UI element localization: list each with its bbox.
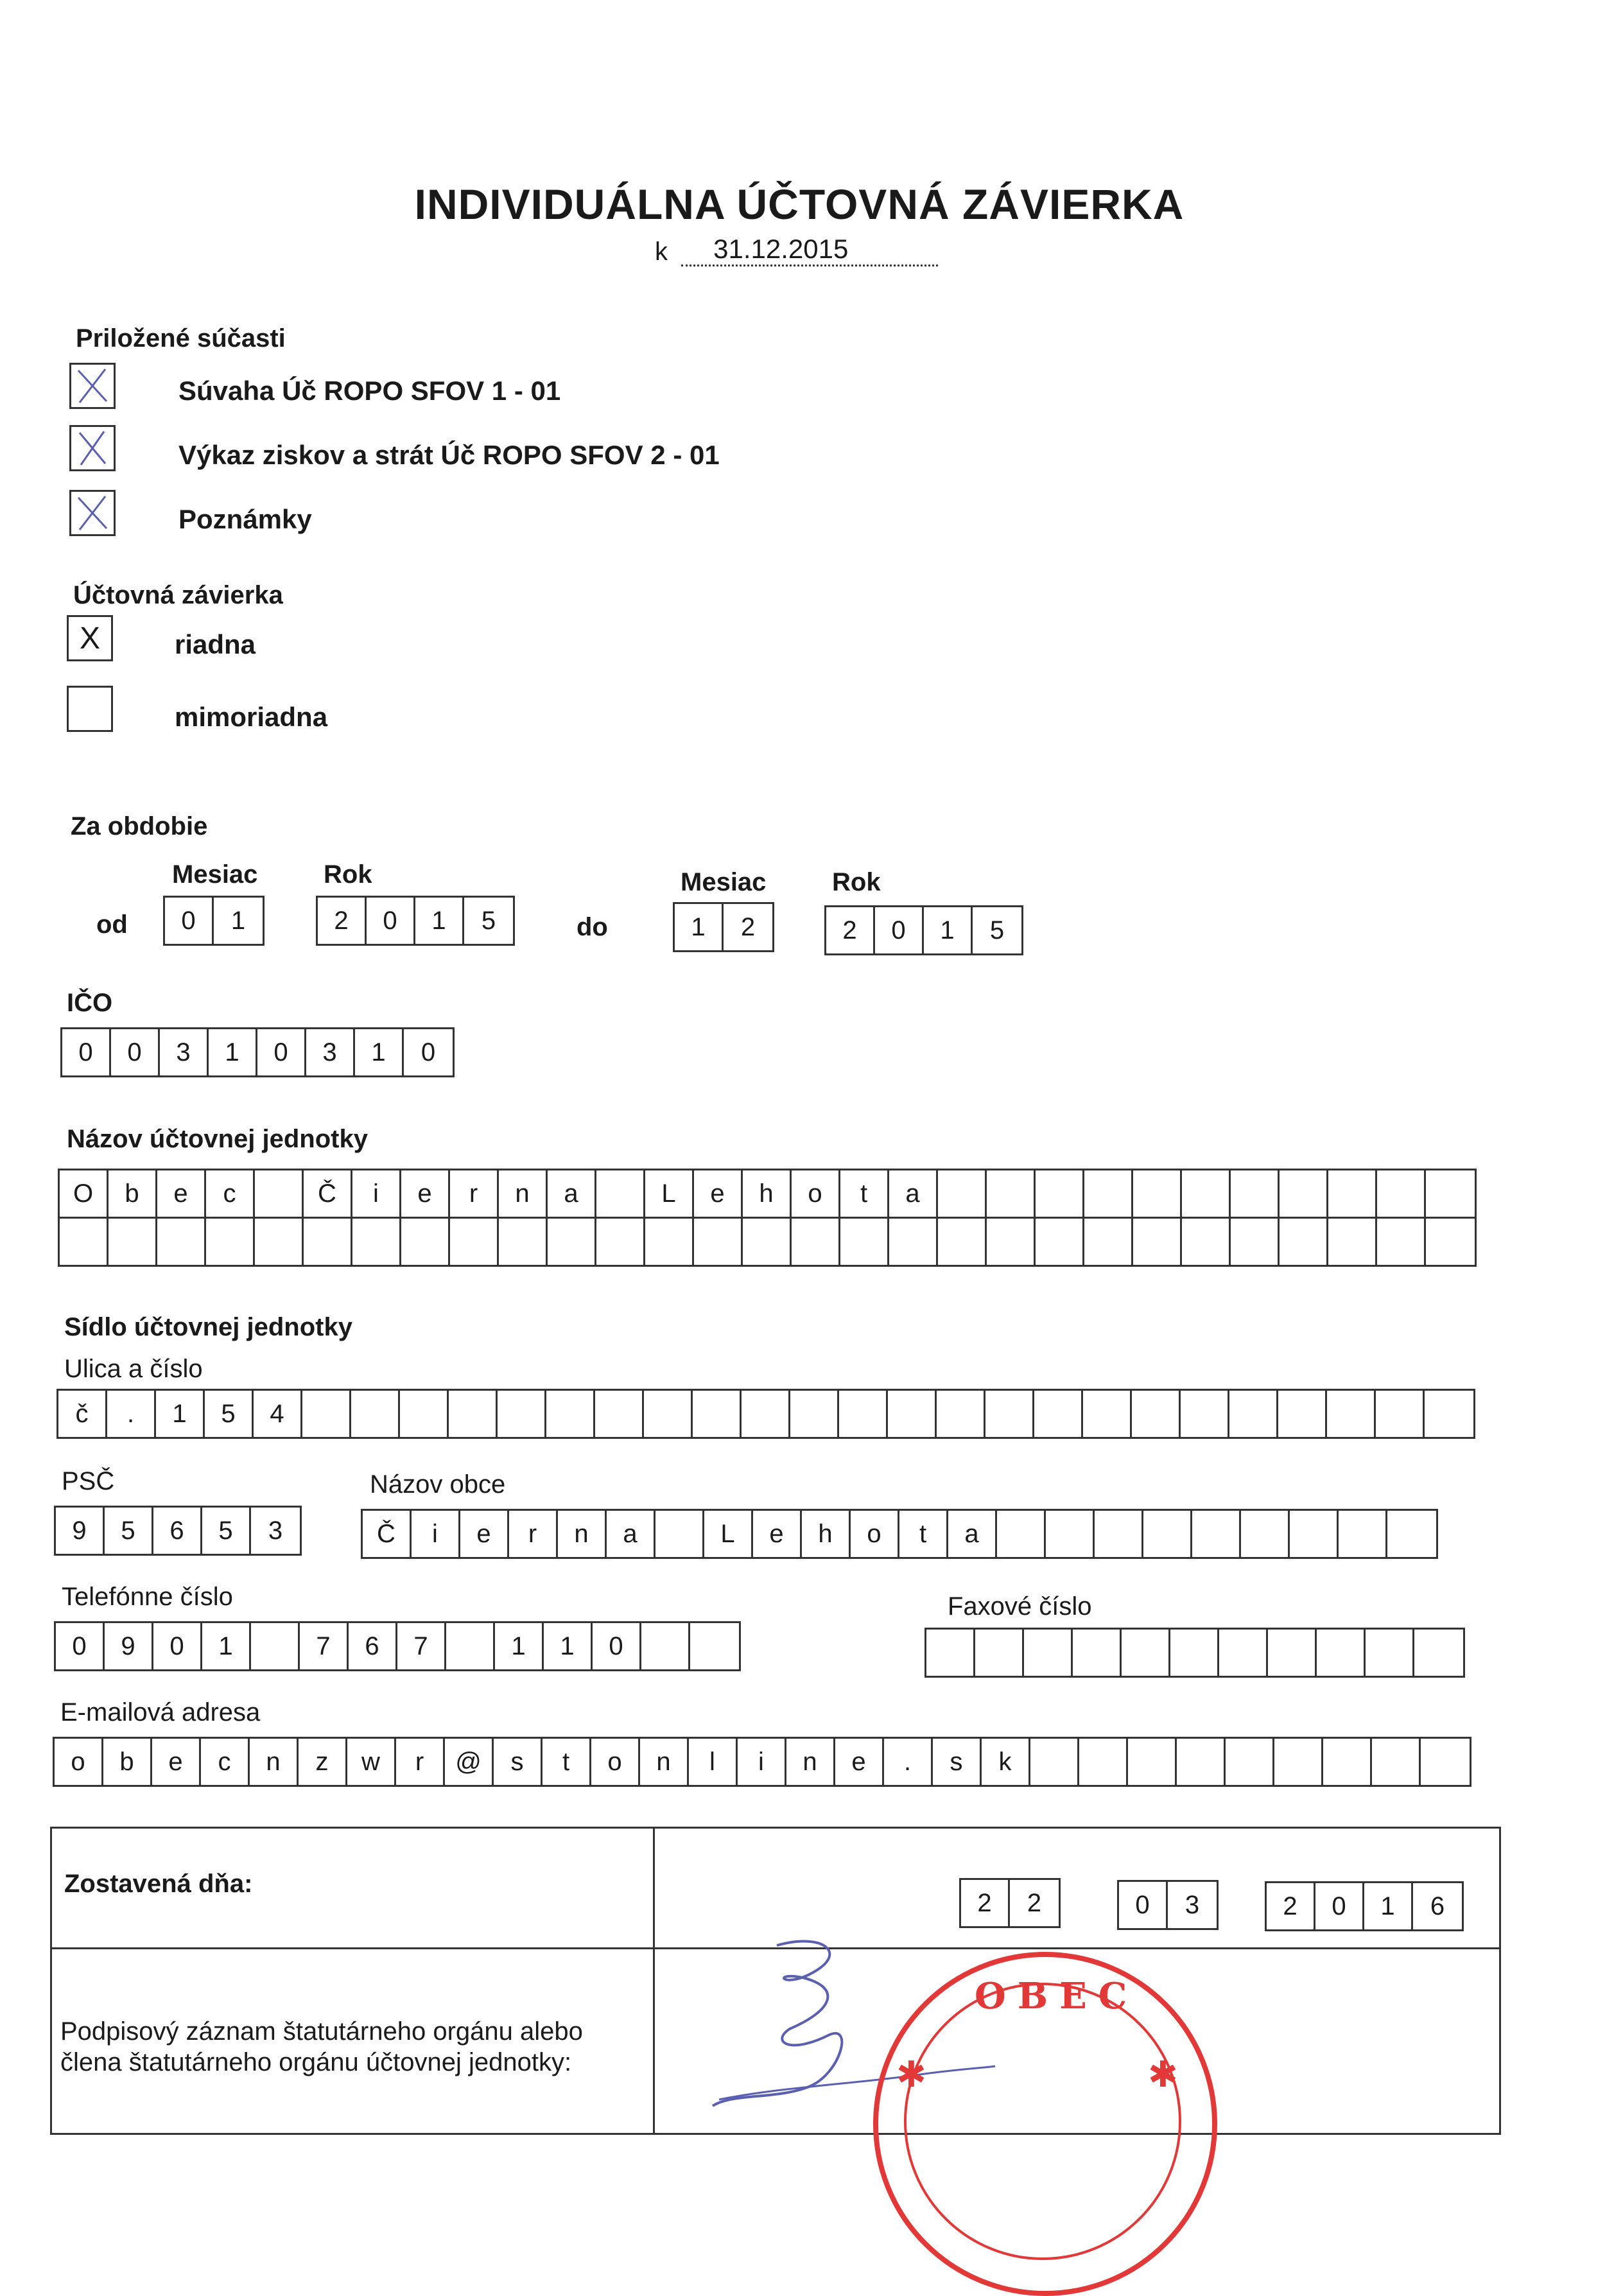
char-cell: [1133, 1170, 1182, 1217]
char-cell: [401, 1219, 450, 1265]
char-cell: [985, 1391, 1034, 1437]
char-cell: [792, 1219, 840, 1265]
check-x-icon: [73, 429, 112, 467]
star-icon: ✱: [896, 2054, 926, 2094]
char-cell: [1377, 1170, 1426, 1217]
char-cell: [1181, 1391, 1229, 1437]
char-cell: [206, 1219, 255, 1265]
digit-cell: 0: [257, 1029, 306, 1075]
char-cell: o: [55, 1739, 103, 1785]
char-cell: [449, 1391, 498, 1437]
char-cell: [1231, 1219, 1280, 1265]
char-cell: n: [250, 1739, 299, 1785]
char-cell: [1376, 1391, 1425, 1437]
char-cell: [596, 1219, 645, 1265]
phone-label: Telefónne číslo: [62, 1583, 233, 1611]
char-cell: [595, 1391, 644, 1437]
digit-cell: 0: [62, 1029, 111, 1075]
digit-cell: 1: [1364, 1883, 1413, 1929]
char-cell: 5: [105, 1508, 153, 1554]
char-cell: 4: [254, 1391, 302, 1437]
digit-cell: 2: [826, 907, 875, 953]
digit-cell: 0: [165, 898, 214, 944]
char-cell: [1268, 1630, 1317, 1676]
date-field[interactable]: [681, 234, 938, 266]
digit-cell: 2: [318, 898, 367, 944]
char-cell: [1290, 1511, 1339, 1557]
digit-cell: 0: [367, 898, 415, 944]
char-cell: [450, 1219, 499, 1265]
char-cell: [1132, 1391, 1181, 1437]
digit-cell: 0: [111, 1029, 160, 1075]
char-cell: e: [694, 1170, 743, 1217]
attached-heading: Priložené súčasti: [76, 324, 286, 352]
period-heading: Za obdobie: [71, 812, 208, 840]
char-cell: [1219, 1630, 1268, 1676]
digit-cell: 2: [740, 912, 756, 941]
char-cell: 0: [593, 1623, 641, 1669]
char-cell: [1426, 1219, 1475, 1265]
char-cell: [352, 1219, 401, 1265]
char-cell: [108, 1219, 157, 1265]
char-cell: [546, 1391, 595, 1437]
char-cell: i: [738, 1739, 786, 1785]
char-cell: [1421, 1739, 1470, 1785]
char-cell: [1036, 1170, 1084, 1217]
to-month-grid[interactable]: [673, 902, 774, 952]
char-cell: [975, 1630, 1024, 1676]
char-cell: 6: [349, 1623, 397, 1669]
char-cell: [888, 1391, 937, 1437]
compiled-year-grid[interactable]: [1265, 1881, 1464, 1931]
digit-cell: 1: [355, 1029, 404, 1075]
char-cell: [255, 1219, 304, 1265]
char-cell: [1328, 1170, 1377, 1217]
digit-cell: 0: [875, 907, 924, 953]
char-cell: 5: [205, 1391, 254, 1437]
closing-date: [655, 234, 938, 266]
to-month-label: Mesiac: [681, 868, 767, 896]
char-cell: e: [460, 1511, 509, 1557]
char-cell: 3: [268, 1516, 283, 1545]
char-cell: n: [786, 1739, 835, 1785]
char-cell: [1278, 1391, 1327, 1437]
char-cell: [926, 1630, 975, 1676]
char-cell: c: [206, 1170, 255, 1217]
compiled-label: Zostavená dňa:: [64, 1870, 253, 1898]
psc-label: PSČ: [62, 1467, 115, 1495]
digit-cell: 5: [989, 916, 1005, 944]
char-cell: [694, 1219, 743, 1265]
char-cell: [255, 1170, 304, 1217]
char-cell: [304, 1219, 352, 1265]
char-cell: .: [107, 1391, 156, 1437]
char-cell: [498, 1391, 546, 1437]
closing-type-heading: Účtovná závierka: [73, 581, 283, 609]
street-label: Ulica a číslo: [64, 1355, 203, 1383]
email-grid[interactable]: [53, 1737, 1471, 1787]
char-cell: [1328, 1219, 1377, 1265]
to-year-label: Rok: [832, 868, 881, 896]
char-cell: [1317, 1630, 1366, 1676]
char-cell: [157, 1219, 206, 1265]
char-cell: o: [851, 1511, 899, 1557]
char-cell: r: [509, 1511, 558, 1557]
char-cell: [1226, 1739, 1274, 1785]
checkbox-extraordinary[interactable]: [67, 686, 113, 732]
document-title: INDIVIDUÁLNA ÚČTOVNÁ ZÁVIERKA: [414, 180, 1185, 228]
char-cell: [743, 1219, 792, 1265]
char-cell: [693, 1391, 742, 1437]
char-cell: n: [499, 1170, 548, 1217]
attached-item: [69, 490, 116, 536]
unit-name-label: Názov účtovnej jednotky: [67, 1125, 368, 1153]
closing-option-label: mimoriadna: [175, 702, 328, 732]
char-cell: [937, 1391, 985, 1437]
from-year-label: Rok: [324, 860, 372, 889]
attached-item: [69, 425, 116, 471]
char-cell: n: [640, 1739, 689, 1785]
char-cell: a: [948, 1511, 997, 1557]
char-cell: [1122, 1630, 1170, 1676]
char-cell: [987, 1219, 1036, 1265]
char-cell: r: [396, 1739, 445, 1785]
fax-grid[interactable]: [924, 1628, 1465, 1678]
char-cell: l: [689, 1739, 738, 1785]
char-cell: [1274, 1739, 1323, 1785]
checkbox-income-statement[interactable]: [69, 425, 116, 471]
char-cell: a: [607, 1511, 655, 1557]
town-grid[interactable]: [361, 1509, 1438, 1559]
char-cell: L: [704, 1511, 753, 1557]
digit-cell: 1: [209, 1029, 257, 1075]
digit-cell: 6: [1430, 1892, 1445, 1920]
phone-grid[interactable]: [54, 1621, 741, 1671]
char-cell: [1036, 1219, 1084, 1265]
divider: [653, 1829, 655, 2133]
char-cell: [889, 1219, 938, 1265]
checkbox-notes[interactable]: [69, 490, 116, 536]
char-cell: s: [933, 1739, 982, 1785]
char-cell: [1084, 1170, 1133, 1217]
char-cell: [1229, 1391, 1278, 1437]
digit-cell: 0: [1119, 1882, 1168, 1928]
char-cell: 1: [495, 1623, 544, 1669]
char-cell: [987, 1170, 1036, 1217]
digit-cell: 0: [1315, 1883, 1364, 1929]
char-cell: [1024, 1630, 1073, 1676]
digit-cell: 2: [961, 1880, 1010, 1926]
digit-cell: 3: [1185, 1890, 1200, 1919]
char-cell: [938, 1170, 987, 1217]
char-cell: o: [792, 1170, 840, 1217]
char-cell: s: [494, 1739, 542, 1785]
char-cell: 5: [202, 1508, 251, 1554]
char-cell: [644, 1391, 693, 1437]
ico-grid[interactable]: [60, 1027, 455, 1077]
char-cell: 1: [544, 1623, 593, 1669]
digit-cell: 0: [421, 1038, 436, 1066]
char-cell: [1030, 1739, 1079, 1785]
char-cell: h: [802, 1511, 851, 1557]
char-cell: O: [60, 1170, 108, 1217]
date-prefix: k: [655, 238, 668, 266]
char-cell: [1143, 1511, 1192, 1557]
check-x-icon: [73, 367, 112, 405]
char-cell: [1083, 1391, 1132, 1437]
char-cell: [1073, 1630, 1122, 1676]
email-label: E-mailová adresa: [60, 1698, 261, 1726]
compiled-day-grid[interactable]: [959, 1878, 1061, 1928]
char-cell: [251, 1623, 300, 1669]
from-month-label: Mesiac: [172, 860, 258, 889]
char-cell: [1046, 1511, 1095, 1557]
char-cell: [1339, 1511, 1387, 1557]
char-cell: c: [201, 1739, 250, 1785]
char-cell: [1377, 1219, 1426, 1265]
char-cell: b: [108, 1170, 157, 1217]
char-cell: [1182, 1219, 1231, 1265]
digit-cell: 2: [1027, 1888, 1042, 1917]
fax-label: Faxové číslo: [948, 1592, 1092, 1621]
to-label: do: [577, 913, 608, 941]
char-cell: @: [445, 1739, 494, 1785]
char-cell: [1241, 1511, 1290, 1557]
digit-cell: 1: [924, 907, 973, 953]
char-cell: [1280, 1170, 1328, 1217]
digit-cell: 2: [1267, 1883, 1315, 1929]
check-x-icon: [73, 494, 112, 532]
char-cell: [302, 1391, 351, 1437]
char-cell: 0: [56, 1623, 105, 1669]
char-cell: t: [840, 1170, 889, 1217]
char-cell: [446, 1623, 495, 1669]
star-icon: ✱: [1148, 2054, 1178, 2094]
char-cell: [997, 1511, 1046, 1557]
char-cell: [1372, 1739, 1421, 1785]
char-cell: 9: [56, 1508, 105, 1554]
char-cell: e: [835, 1739, 884, 1785]
ico-label: IČO: [67, 989, 113, 1017]
digit-cell: 5: [481, 906, 496, 935]
char-cell: 0: [153, 1623, 202, 1669]
char-cell: e: [401, 1170, 450, 1217]
char-cell: e: [152, 1739, 201, 1785]
char-cell: [1426, 1170, 1475, 1217]
seat-heading: Sídlo účtovnej jednotky: [64, 1313, 352, 1341]
char-cell: [351, 1391, 400, 1437]
char-cell: 1: [202, 1623, 251, 1669]
digit-cell: 3: [306, 1029, 355, 1075]
char-cell: 9: [105, 1623, 153, 1669]
char-cell: [840, 1219, 889, 1265]
digit-cell: 1: [230, 906, 246, 935]
from-year-grid[interactable]: [316, 896, 515, 946]
char-cell: [596, 1170, 645, 1217]
char-cell: e: [157, 1170, 206, 1217]
char-cell: 7: [397, 1623, 446, 1669]
psc-grid[interactable]: [54, 1506, 302, 1556]
char-cell: i: [352, 1170, 401, 1217]
char-cell: [548, 1219, 596, 1265]
char-cell: [1177, 1739, 1226, 1785]
char-cell: [1128, 1739, 1177, 1785]
signature-label: Podpisový záznam štatutárneho orgánu alebo člena štatutárneho orgánu účtovnej jednotky:: [60, 2017, 583, 2076]
char-cell: [60, 1219, 108, 1265]
char-cell: L: [645, 1170, 694, 1217]
attached-item-label: Poznámky: [178, 504, 312, 534]
char-cell: [1231, 1170, 1280, 1217]
checkbox-regular[interactable]: X: [67, 615, 113, 661]
char-cell: [645, 1219, 694, 1265]
char-cell: a: [889, 1170, 938, 1217]
char-cell: [1133, 1219, 1182, 1265]
char-cell: [839, 1391, 888, 1437]
compiled-month-grid[interactable]: [1117, 1880, 1219, 1930]
char-cell: 7: [300, 1623, 349, 1669]
grid-row: [60, 1219, 1475, 1265]
char-cell: i: [412, 1511, 460, 1557]
attached-item-label: Súvaha Úč ROPO SFOV 1 - 01: [178, 376, 561, 406]
char-cell: Č: [304, 1170, 352, 1217]
grid-row: [60, 1170, 1475, 1219]
char-cell: [1170, 1630, 1219, 1676]
char-cell: [1387, 1511, 1436, 1557]
char-cell: .: [884, 1739, 933, 1785]
char-cell: a: [548, 1170, 596, 1217]
char-cell: [742, 1391, 790, 1437]
char-cell: [1414, 1630, 1463, 1676]
char-cell: t: [542, 1739, 591, 1785]
town-label: Názov obce: [370, 1470, 506, 1499]
char-cell: [790, 1391, 839, 1437]
official-stamp: [873, 1952, 1217, 2296]
char-cell: [1182, 1170, 1231, 1217]
char-cell: 6: [153, 1508, 202, 1554]
char-cell: h: [743, 1170, 792, 1217]
digit-cell: 1: [675, 904, 724, 950]
stamp-inner-ring: [904, 1983, 1181, 2260]
char-cell: [1280, 1219, 1328, 1265]
char-cell: [1034, 1391, 1083, 1437]
unit-name-grid[interactable]: [58, 1169, 1477, 1267]
char-cell: [641, 1623, 690, 1669]
char-cell: [1095, 1511, 1143, 1557]
char-cell: Č: [363, 1511, 412, 1557]
checkbox-balance-sheet[interactable]: [69, 363, 116, 409]
char-cell: č: [58, 1391, 107, 1437]
char-cell: [1323, 1739, 1372, 1785]
char-cell: [938, 1219, 987, 1265]
char-cell: b: [103, 1739, 152, 1785]
char-cell: t: [899, 1511, 948, 1557]
char-cell: [655, 1511, 704, 1557]
digit-cell: 1: [415, 898, 464, 944]
stamp-word: OBEC: [975, 1975, 1139, 2017]
from-label: od: [96, 910, 128, 939]
char-cell: w: [347, 1739, 396, 1785]
attached-item: [69, 363, 116, 409]
char-cell: [1084, 1219, 1133, 1265]
date-value: 31.12.2015: [713, 234, 849, 264]
to-year-grid[interactable]: [824, 905, 1023, 955]
char-cell: [499, 1219, 548, 1265]
char-cell: [1079, 1739, 1128, 1785]
street-grid[interactable]: [56, 1389, 1475, 1439]
attached-item-label: Výkaz ziskov a strát Úč ROPO SFOV 2 - 01: [178, 440, 720, 470]
char-cell: [1425, 1391, 1473, 1437]
char-cell: [1366, 1630, 1414, 1676]
char-cell: [1192, 1511, 1241, 1557]
char-cell: k: [982, 1739, 1030, 1785]
char-cell: n: [558, 1511, 607, 1557]
char-cell: 1: [156, 1391, 205, 1437]
char-cell: [690, 1623, 739, 1669]
char-cell: [1327, 1391, 1376, 1437]
from-month-grid[interactable]: [163, 896, 265, 946]
char-cell: o: [591, 1739, 640, 1785]
char-cell: [400, 1391, 449, 1437]
char-cell: e: [753, 1511, 802, 1557]
closing-option-label: riadna: [175, 629, 256, 659]
char-cell: r: [450, 1170, 499, 1217]
char-cell: z: [299, 1739, 347, 1785]
digit-cell: 3: [160, 1029, 209, 1075]
